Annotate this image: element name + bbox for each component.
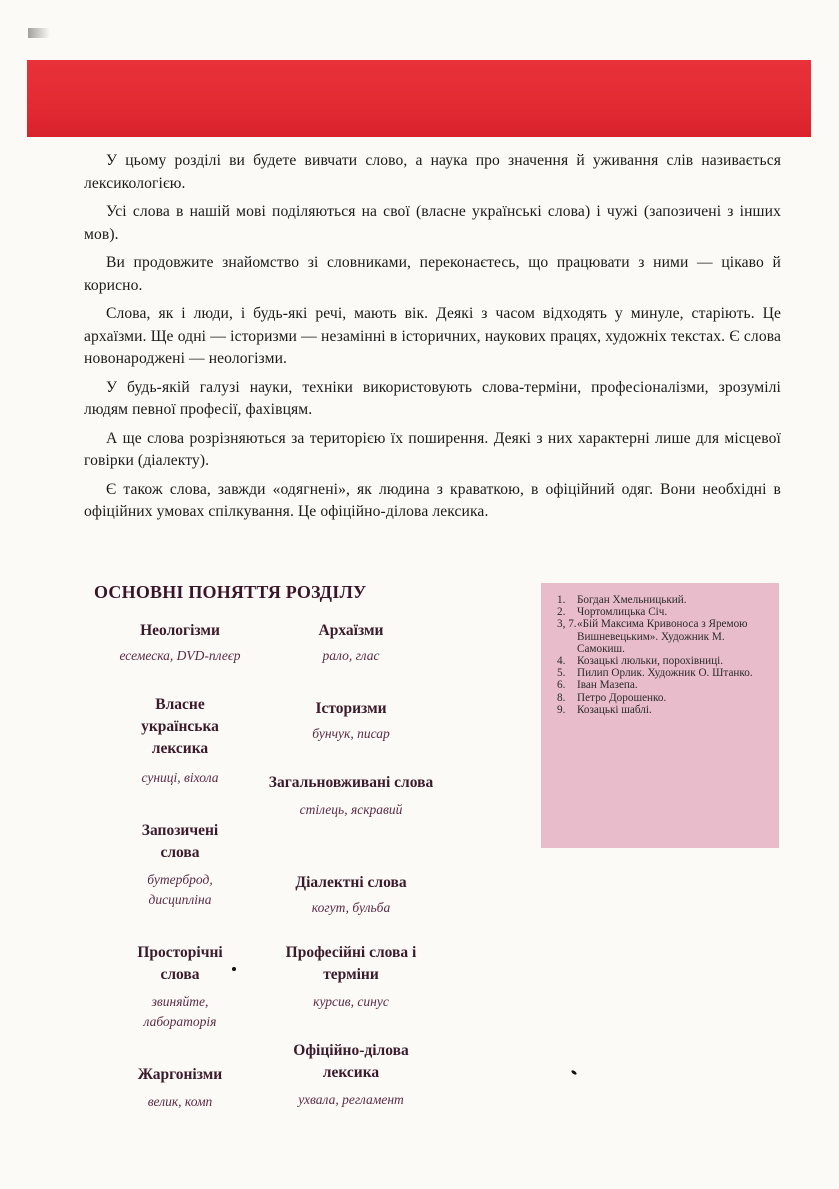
illustration-credits bbox=[541, 583, 779, 848]
credit-text: Петро Дорошенко. bbox=[577, 691, 667, 704]
concept-historisms bbox=[264, 698, 438, 744]
concept-colloquial-words bbox=[96, 942, 264, 1032]
credit-item bbox=[557, 667, 769, 679]
credit-text: Козацькі шаблі. bbox=[577, 703, 652, 716]
concept-examples: ухвала, регламент bbox=[298, 1092, 404, 1107]
concept-term: Офіційно-ділова лексика bbox=[293, 1042, 409, 1081]
credit-number: 1. bbox=[557, 594, 566, 606]
credit-text: Іван Мазепа. bbox=[577, 679, 638, 692]
credit-text: Пилип Орлик. Художник О. Штанко. bbox=[577, 667, 753, 680]
concept-term: Власне українська лексика bbox=[141, 696, 219, 757]
credit-text: Козацькі люльки, порохівниці. bbox=[577, 655, 724, 668]
concept-archaisms bbox=[264, 620, 438, 666]
intro-paragraph: А ще слова розрізняються за територією їх поширення. Деякі з них характерні лише для місцевої говірки (діалекту). bbox=[84, 429, 781, 469]
concept-professional-terms bbox=[264, 942, 438, 1012]
credit-item bbox=[557, 594, 769, 606]
credit-number: 6. bbox=[557, 679, 566, 692]
concept-term: Професійні слова і терміни bbox=[285, 944, 417, 983]
credit-item bbox=[557, 655, 769, 667]
intro-paragraph: У цьому розділі ви будете вивчати слово, а наука про значення й уживання слів називається лексикологією. bbox=[84, 152, 781, 192]
concept-borrowed-words bbox=[96, 820, 264, 910]
credit-number: 5. bbox=[557, 667, 566, 680]
concept-neologisms bbox=[96, 620, 264, 666]
intro-paragraph: Є також слова, завжди «одягнені», як людина з краваткою, в офіційний одяг. Вони необхідні в офіційних умовах спілкування. Це офіційно-ділова лексика. bbox=[84, 480, 781, 520]
credit-number: 3, 7. bbox=[557, 618, 577, 631]
credit-item bbox=[557, 692, 769, 704]
concept-examples: курсив, синус bbox=[313, 994, 389, 1009]
intro-paragraph: Слова, як і люди, і будь-які речі, мають вік. Деякі з часом відходять у минуле, старіють. Це архаїзми. Ще одні — історизми — незамінні в історичних, наукових працях, художніх текстах. Є слова новонароджені — неологізми. bbox=[84, 305, 781, 367]
concept-examples: звиняйте, лабораторія bbox=[143, 994, 217, 1029]
chapter-header-band bbox=[27, 60, 811, 137]
concepts-title: ОСНОВНІ ПОНЯТТЯ РОЗДІЛУ bbox=[94, 582, 367, 602]
page-corner-mark bbox=[28, 28, 50, 38]
credit-item bbox=[557, 618, 769, 655]
intro-paragraph: У будь-якій галузі науки, техніки використовують слова-терміни, професіоналізми, зрозумілі людям певної професії, фахівцям. bbox=[84, 378, 781, 418]
credit-number: 4. bbox=[557, 655, 566, 668]
credit-item bbox=[557, 704, 769, 716]
concept-term: Жаргонізми bbox=[137, 1066, 223, 1083]
concept-examples: рало, глас bbox=[322, 648, 380, 663]
concept-examples: суниці, віхола bbox=[141, 770, 219, 785]
concept-term: Архаїзми bbox=[318, 622, 384, 639]
credit-text: «Бій Максима Кривоноса з Яремою Вишневецьким». Художник М. Самокиш. bbox=[577, 618, 748, 655]
credit-item bbox=[557, 679, 769, 691]
intro-paragraph: Усі слова в нашій мові поділяються на свої (власне українські слова) і чужі (запозичені з інших мов). bbox=[84, 203, 781, 243]
concept-examples: бунчук, писар bbox=[312, 726, 390, 741]
credit-text: Чортомлицька Січ. bbox=[577, 606, 668, 619]
concept-official-vocabulary bbox=[264, 1040, 438, 1110]
concept-term: Діалектні слова bbox=[295, 874, 407, 891]
concept-examples: велик, комп bbox=[147, 1094, 213, 1109]
credit-number: 2. bbox=[557, 606, 566, 619]
concept-examples: есемеска, DVD-плеєр bbox=[119, 648, 241, 663]
concept-jargonisms bbox=[96, 1064, 264, 1112]
credit-item bbox=[557, 606, 769, 618]
concept-examples: стілець, яскравий bbox=[299, 802, 403, 817]
intro-text bbox=[84, 150, 781, 530]
concept-term: Загальновживані слова bbox=[268, 774, 434, 791]
concept-term: Запозичені слова bbox=[141, 822, 219, 861]
concept-common-words bbox=[264, 772, 438, 820]
credit-number: 8. bbox=[557, 691, 566, 704]
concept-examples: когут, бульба bbox=[311, 900, 391, 915]
concept-term: Історизми bbox=[315, 700, 387, 717]
concept-term: Просторічні слова bbox=[137, 944, 223, 983]
print-speck bbox=[232, 967, 236, 971]
intro-paragraph: Ви продовжите знайомство зі словниками, переконаєтесь, що працювати з ними — цікаво й корисно. bbox=[84, 254, 781, 294]
concept-native-vocabulary bbox=[96, 694, 264, 788]
concept-term: Неологізми bbox=[140, 622, 220, 639]
concept-dialect-words bbox=[264, 872, 438, 918]
credit-text: Богдан Хмельницький. bbox=[577, 594, 687, 606]
print-speck bbox=[571, 1070, 578, 1076]
credit-number: 9. bbox=[557, 703, 566, 716]
concept-examples: бутерброд, дисципліна bbox=[147, 872, 213, 907]
